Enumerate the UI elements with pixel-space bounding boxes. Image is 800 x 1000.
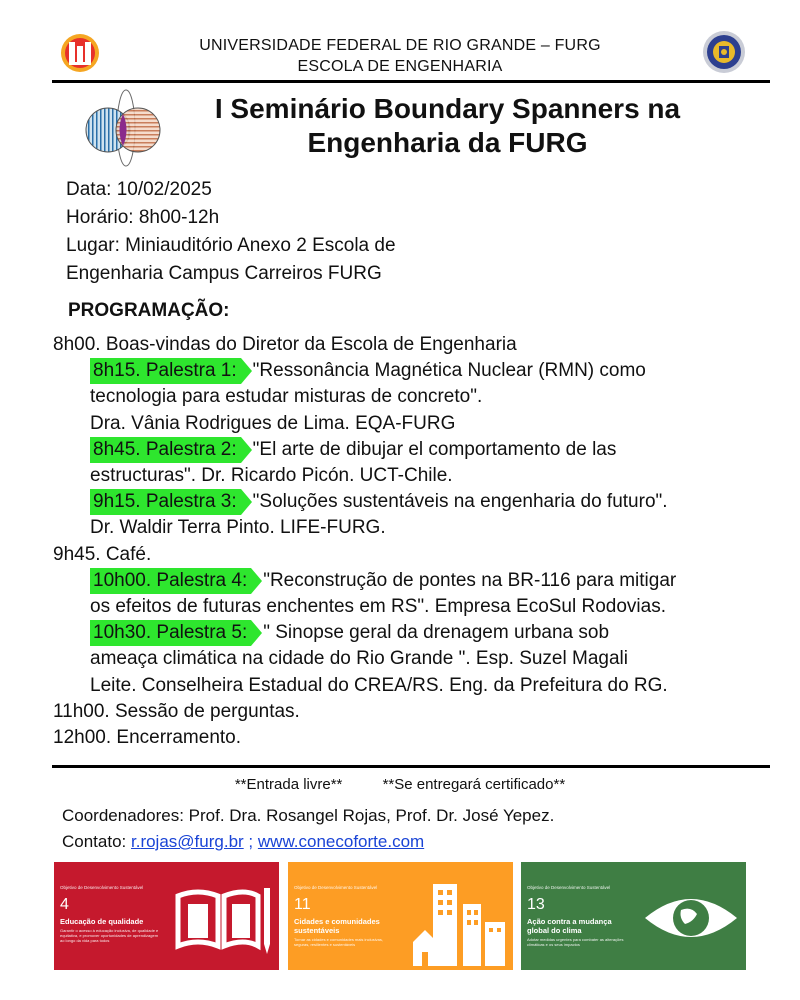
event-title-line1: I Seminário Boundary Spanners na	[214, 93, 681, 124]
university-name: UNIVERSIDADE FEDERAL DE RIO GRANDE – FURG	[199, 37, 601, 54]
talk-4-time-badge: 10h00. Palestra 4:	[90, 568, 251, 594]
sdg-11-tile	[288, 862, 513, 970]
sdg-13-description: Adotar medidas urgentes para combater as alterações climáticas e os seus impactos	[527, 937, 624, 947]
talk-4-speaker: os efeitos de futuras enchentes em RS". Empresa EcoSul Rodovias.	[90, 596, 666, 618]
sdg-4-caption: Objetivo de Desenvolvimento Sustentável	[60, 885, 144, 890]
talk-5-time-badge: 10h30. Palestra 5:	[90, 620, 251, 646]
sdg-13-tile	[521, 862, 746, 970]
event-time: Horário: 8h00-12h	[66, 207, 220, 228]
talk-2-time-badge: 8h45. Palestra 2:	[90, 437, 241, 463]
talk-1-speaker: Dra. Vânia Rodrigues de Lima. EQA-FURG	[90, 412, 456, 434]
eye-globe-icon	[641, 888, 741, 953]
sdg-11-description: Tornar as cidades e comunidades mais inclusivas, seguras, resilientes e sustentáveis	[294, 937, 383, 947]
program-list	[53, 332, 773, 751]
boundary-spanners-logo	[80, 86, 172, 168]
program-talk-3	[53, 489, 773, 515]
talk-1-title: "Ressonância Magnética Nuclear (RMN) como	[252, 360, 646, 382]
program-talk-1	[53, 358, 773, 384]
engineering-seal-logo	[702, 30, 746, 74]
sdg-4-tile	[54, 862, 279, 970]
talk-4-title: "Reconstrução de pontes na BR-116 para mitigar	[263, 569, 677, 591]
program-heading: PROGRAMAÇÃO:	[68, 300, 230, 321]
sdg-13-caption: Objetivo de Desenvolvimento Sustentável	[527, 885, 611, 890]
program-questions: 11h00. Sessão de perguntas.	[53, 700, 300, 722]
contact-line	[62, 832, 424, 852]
event-place-line1: Lugar: Miniauditório Anexo 2 Escola de	[66, 235, 396, 256]
header-divider	[52, 80, 770, 83]
sdg-4-description: Garantir o acesso à educação inclusiva, de qualidade e equitativa, e promover oportunidades de aprendizagem ao longo da vida para todos	[60, 928, 159, 943]
contact-label: Contato:	[62, 832, 127, 851]
talk-3-title: "Soluções sustentáveis na engenharia do futuro".	[252, 491, 668, 513]
event-info	[66, 176, 396, 288]
talk-5-title: " Sinopse geral da drenagem urbana sob	[263, 622, 610, 644]
sdg-13-title: Ação contra a mudança global do clima	[527, 917, 612, 935]
sdg-11-caption: Objetivo de Desenvolvimento Sustentável	[294, 885, 378, 890]
program-closing: 12h00. Encerramento.	[53, 727, 242, 749]
talk-1-time-badge: 8h15. Palestra 1:	[90, 358, 241, 384]
certificate-note: **Se entregará certificado**	[382, 776, 566, 793]
event-title-line2: Engenharia da FURG	[307, 127, 588, 158]
sdg-11-number: 11	[294, 896, 311, 913]
program-coffee: 9h45. Café.	[53, 543, 152, 565]
event-notes	[0, 776, 800, 793]
program-talk-5	[53, 620, 773, 646]
talk-5-title-cont: ameaça climática na cidade do Rio Grande ". Esp. Suzel Magali	[90, 648, 628, 670]
program-talk-2	[53, 437, 773, 463]
talk-5-speaker: Leite. Conselheira Estadual do CREA/RS. Eng. da Prefeitura do RG.	[90, 674, 668, 696]
talk-3-speaker: Dr. Waldir Terra Pinto. LIFE-FURG.	[90, 517, 386, 539]
free-entry-note: **Entrada livre**	[234, 776, 343, 793]
talk-3-time-badge: 9h15. Palestra 3:	[90, 489, 241, 515]
furg-logo	[60, 32, 100, 74]
coordinators: Coordenadores: Prof. Dra. Rosangel Rojas, Prof. Dr. José Yepez.	[62, 806, 555, 825]
program-welcome: 8h00. Boas-vindas do Diretor da Escola de Engenharia	[53, 334, 517, 355]
sdg-4-number: 4	[60, 896, 69, 913]
program-talk-4	[53, 568, 773, 594]
sdg-13-number: 13	[527, 896, 545, 913]
talk-2-speaker: estructuras". Dr. Ricardo Picón. UCT-Chile.	[90, 465, 453, 487]
contact-email-link[interactable]: r.rojas@furg.br	[131, 832, 244, 851]
book-icon	[174, 884, 274, 969]
sdg-11-title: Cidades e comunidades sustentáveis	[294, 917, 380, 935]
talk-1-title-cont: tecnologia para estudar misturas de concreto".	[90, 386, 483, 408]
sdg-4-title: Educação de qualidade	[60, 917, 144, 926]
contact-separator: ;	[248, 832, 254, 851]
city-buildings-icon	[413, 882, 508, 970]
school-name: ESCOLA DE ENGENHARIA	[297, 58, 503, 75]
footer-divider	[52, 765, 770, 768]
talk-2-title: "El arte de dibujar el comportamento de las	[252, 438, 617, 460]
event-date: Data: 10/02/2025	[66, 179, 212, 200]
website-link[interactable]: www.conecoforte.com	[257, 832, 425, 851]
event-place-line2: Engenharia Campus Carreiros FURG	[66, 263, 382, 284]
